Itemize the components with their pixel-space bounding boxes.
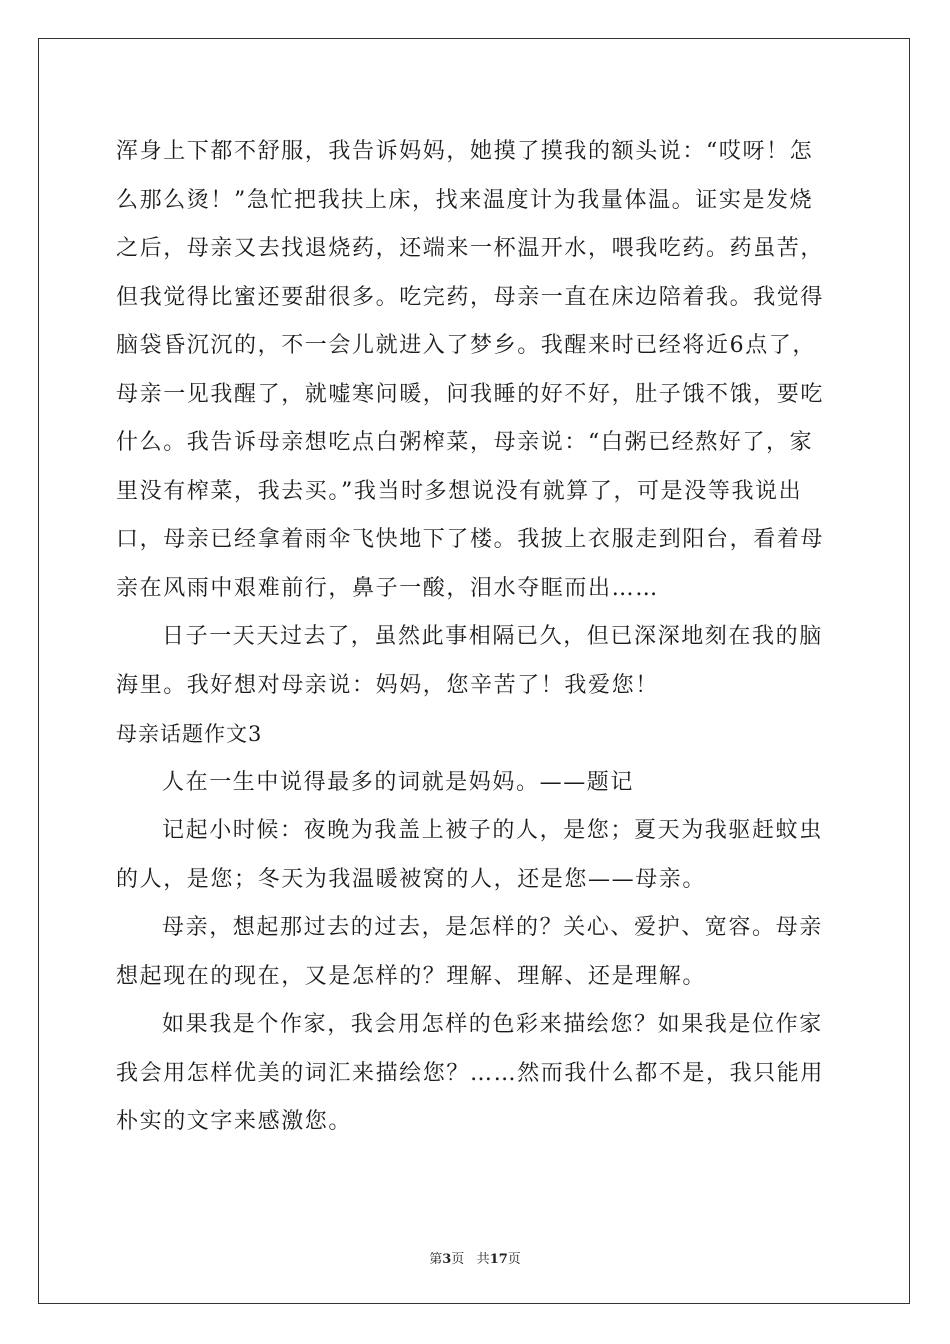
text-line: 里没有榨菜，我去买。”我当时多想说没有就算了，可是没等我说出 xyxy=(116,478,803,504)
text-line: 我会用怎样优美的词汇来描绘您？……然而我什么都不是，我只能用 xyxy=(116,1060,825,1086)
section-heading: 母亲话题作文3 xyxy=(116,722,263,746)
paragraph-start-line: 日子一天天过去了，虽然此事相隔已久，但已深深地刻在我的脑 xyxy=(162,624,823,649)
epigraph-line: 人在一生中说得最多的词就是妈妈。——题记 xyxy=(162,769,635,795)
page-footer xyxy=(0,1248,950,1267)
text-line: 母亲一见我醒了，就嘘寒问暖，问我睡的好不好，肚子饿不饿，要吃 xyxy=(116,381,825,407)
page-prefix: 第 xyxy=(429,1252,443,1267)
text-line: 么那么烫！”急忙把我扶上床，找来温度计为我量体温。证实是发烧 xyxy=(116,187,814,213)
total-prefix: 共 xyxy=(476,1252,490,1267)
paragraph-start-line: 如果我是个作家，我会用怎样的色彩来描绘您？如果我是位作家 xyxy=(162,1012,823,1037)
text-line: 浑身上下都不舒服，我告诉妈妈，她摸了摸我的额头说：“哎呀！怎 xyxy=(116,139,814,164)
text-line: 亲在风雨中艰难前行，鼻子一酸，泪水夺眶而出…… xyxy=(116,575,659,601)
paragraph-start-line: 记起小时候：夜晚为我盖上被子的人，是您；夏天为我驱赶蚊虫 xyxy=(162,818,823,843)
total-pages: 17 xyxy=(489,1252,508,1267)
text-line: 海里。我好想对母亲说：妈妈，您辛苦了！我爱您！ xyxy=(116,672,659,698)
paragraph-start-line: 母亲，想起那过去的过去，是怎样的？关心、爱护、宽容。母亲 xyxy=(162,915,823,940)
text-line: 想起现在的现在，又是怎样的？理解、理解、还是理解。 xyxy=(116,963,707,989)
text-line: 口，母亲已经拿着雨伞飞快地下了楼。我披上衣服走到阳台，看着母 xyxy=(116,527,825,552)
text-line: 的人，是您；冬天为我温暖被窝的人，还是您——母亲。 xyxy=(116,866,707,892)
total-suffix: 页 xyxy=(507,1252,521,1267)
document-body xyxy=(116,128,836,1147)
text-line: 什么。我告诉母亲想吃点白粥榨菜，母亲说：“白粥已经熬好了，家 xyxy=(116,430,814,455)
text-line: 朴实的文字来感激您。 xyxy=(116,1109,353,1134)
page-suffix: 页 xyxy=(451,1252,465,1267)
page-number: 3 xyxy=(442,1252,452,1267)
text-line: 脑袋昏沉沉的，不一会儿就进入了梦乡。我醒来时已经将近6点了， xyxy=(116,333,816,358)
text-line: 但我觉得比蜜还要甜很多。吃完药，母亲一直在床边陪着我。我觉得 xyxy=(116,284,825,310)
text-line: 之后，母亲又去找退烧药，还端来一杯温开水，喂我吃药。药虽苦， xyxy=(116,236,825,261)
